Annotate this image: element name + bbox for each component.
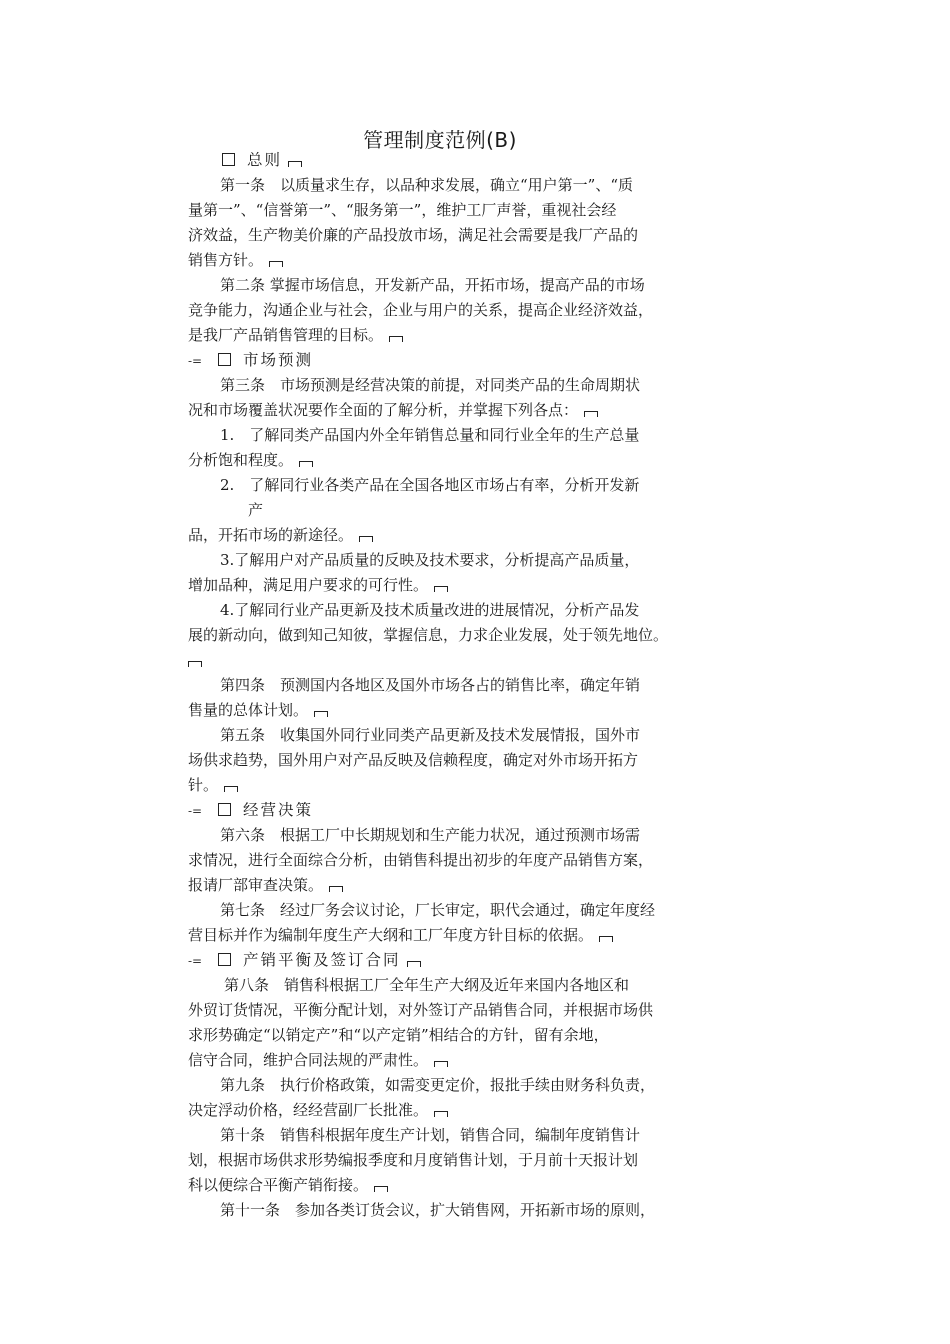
article-6: 第六条 根据工厂中长期规划和生产能力状况，通过预测市场需 求情况，进行全面综合分析，由销售科提出初步的年度产品销售方案， 报请厂部审查决策。 xyxy=(188,826,654,894)
return-mark-icon xyxy=(269,261,283,267)
list-item-1: 1. 了解同类产品国内外全年销售总量和同行业全年的生产总量 分析饱和程度。 xyxy=(188,426,640,469)
article-11: 第十一条 参加各类订货会议，扩大销售网，开拓新市场的原则， xyxy=(220,1201,656,1219)
section-heading-general: 总则 xyxy=(188,148,692,173)
list-item-4: 4.了解同行业产品更新及技术质量改进的进展情况，分析产品发 展的新动向，做到知己知彼，掌握信息，力求企业发展，处于领先地位。 xyxy=(188,598,692,673)
return-mark-icon xyxy=(389,336,403,342)
return-mark-icon xyxy=(584,411,598,417)
return-mark-icon xyxy=(599,936,613,942)
checkbox-square-icon xyxy=(218,803,231,816)
section-heading-production-sales-balance: -= 产销平衡及签订合同 xyxy=(188,948,692,973)
return-mark-icon xyxy=(374,1186,388,1192)
outline-level-mark: -= xyxy=(188,804,203,818)
article-3: 第三条 市场预测是经营决策的前提，对同类产品的生命周期状 况和市场覆盖状况要作全面的了解分析，并掌握下列各点： xyxy=(188,376,641,419)
return-mark-icon xyxy=(359,536,373,542)
return-mark-icon xyxy=(329,886,343,892)
outline-level-mark: -= xyxy=(188,954,203,968)
list-item-2: 2. 了解同行业各类产品在全国各地区市场占有率，分析开发新 产 品，开拓市场的新途径。 xyxy=(188,476,640,544)
return-mark-icon xyxy=(314,711,328,717)
article-1: 第一条 以质量求生存，以品种求发展，确立“用户第一”、“质 量第一”、“信誉第一”、“服务第一”，维护工厂声誉，重视社会经 济效益，生产物美价廉的产品投放市场，满足社会需要是我厂产品的 销售方针。 xyxy=(188,176,639,269)
return-mark-icon xyxy=(434,1061,448,1067)
return-mark-icon xyxy=(299,461,313,467)
article-9: 第九条 执行价格政策，如需变更定价，报批手续由财务科负责， 决定浮动价格，经经营副厂长批准。 xyxy=(188,1076,656,1119)
article-5: 第五条 收集国外同行业同类产品更新及技术发展情报，国外市 场供求趋势，国外用户对产品反映及信赖程度，确定对外市场开拓方 针。 xyxy=(188,726,641,794)
article-2: 第二条 掌握市场信息，开发新产品，开拓市场，提高产品的市场 竞争能力，沟通企业与社会，企业与用户的关系，提高企业经济效益， 是我厂产品销售管理的目标。 xyxy=(188,276,654,344)
checkbox-square-icon xyxy=(218,953,231,966)
document-body xyxy=(188,148,692,1223)
return-mark-icon xyxy=(407,961,421,967)
article-8: 第八条 销售科根据工厂全年生产大纲及近年来国内各地区和 外贸订货情况，平衡分配计划，对外签订产品销售合同，并根据市场供 求形势确定“以销定产”和“以产定销”相结合的方针，留有余地， 信守合同，维护合同法规的严肃性。 xyxy=(188,976,654,1069)
return-mark-icon xyxy=(224,786,238,792)
section-heading-market-forecast: -= 市场预测 xyxy=(188,348,692,373)
article-4: 第四条 预测国内各地区及国外市场各占的销售比率，确定年销 售量的总体计划。 xyxy=(188,676,641,719)
article-7: 第七条 经过厂务会议讨论，厂长审定，职代会通过，确定年度经 营目标并作为编制年度生产大纲和工厂年度方针目标的依据。 xyxy=(188,901,656,944)
return-mark-icon xyxy=(188,661,202,667)
article-10: 第十条 销售科根据年度生产计划，销售合同，编制年度销售计 划，根据市场供求形势编报季度和月度销售计划，于月前十天报计划 科以便综合平衡产销衔接。 xyxy=(188,1126,641,1194)
return-mark-icon xyxy=(434,586,448,592)
section-heading-business-decision: -= 经营决策 xyxy=(188,798,692,823)
page-title: 管理制度范例(B) xyxy=(363,128,517,152)
return-mark-icon xyxy=(434,1111,448,1117)
list-item-3: 3.了解用户对产品质量的反映及技术要求，分析提高产品质量， 增加品种，满足用户要求的可行性。 xyxy=(188,551,640,594)
checkbox-square-icon xyxy=(218,353,231,366)
outline-level-mark: -= xyxy=(188,354,203,368)
checkbox-square-icon xyxy=(222,153,235,166)
return-mark-icon xyxy=(288,161,302,167)
